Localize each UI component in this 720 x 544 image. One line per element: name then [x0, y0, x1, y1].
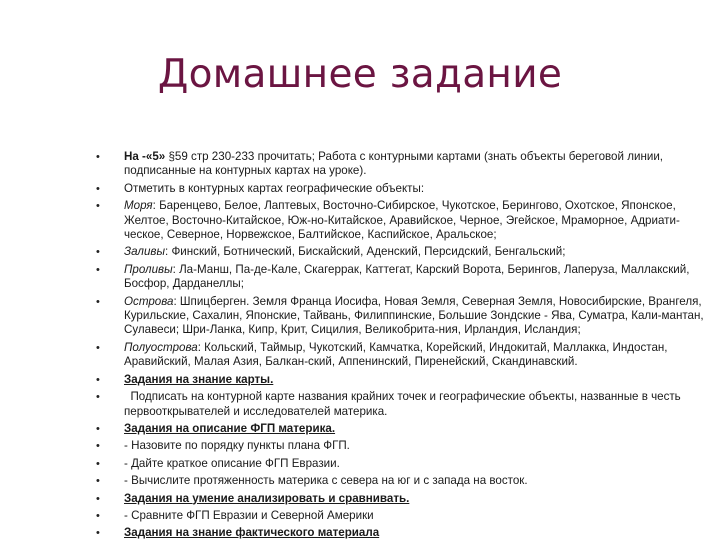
item-heading: Задания на знание карты. [124, 372, 274, 386]
list-item [96, 199, 706, 242]
item-text: - Назовите по порядку пункты плана ФГП. [124, 439, 350, 453]
list-item [96, 509, 706, 523]
item-text: : Финский, Ботнический, Бискайский, Аденский, Персидский, Бенгальский; [165, 245, 566, 259]
list-item [96, 373, 706, 387]
page-title: Домашнее задание [157, 52, 563, 97]
item-text: §59 стр 230-233 прочитать; Работа с контурными картами (знать объекты береговой линии, подписанные на контурных картах на уроке). [124, 150, 664, 178]
list-item [96, 492, 706, 506]
item-text: - Дайте краткое описание ФГП Евразии. [124, 456, 340, 470]
list-item [96, 390, 706, 419]
item-text: : Баренцево, Белое, Лаптевых, Восточно-Сибирское, Чукотское, Берингово, Охотское, Японское, Желтое, Восточно-Китайское, Юж-но-Китайское, Аравийское, Черное, Эгейское, Мраморное, Адриати-ческое, Северное, Норвежское, Балтийское, Каспийское, Аральское; [124, 199, 680, 242]
list-item [96, 474, 706, 488]
item-text: - Вычислите протяженность материка с севера на юг и с запада на восток. [124, 474, 528, 488]
list-item [96, 295, 706, 338]
item-lead: Полуострова [124, 340, 198, 354]
list-item [96, 422, 706, 436]
item-lead: На -«5» [124, 150, 169, 163]
item-heading: Задания на умение анализировать и сравнивать. [124, 491, 410, 505]
list-item [96, 341, 706, 370]
list-item [96, 439, 706, 453]
item-text: Подписать на контурной карте названия крайних точек и географические объекты, названные в честь первооткрывателей и исследователей материка. [124, 390, 684, 418]
list-item [96, 150, 706, 179]
homework-list [96, 150, 706, 544]
list-item [96, 457, 706, 471]
list-item [96, 526, 706, 540]
item-text: : Ла-Манш, Па-де-Кале, Скагеррак, Каттегат, Карский Ворота, Берингов, Лаперуза, Маллакский, Босфор, Дарданеллы; [124, 262, 690, 291]
item-text: : Кольский, Таймыр, Чукотский, Камчатка, Корейский, Индокитай, Маллакка, Индостан, Аравийский, Малая Азия, Балкан-ский, Аппенинский, Пиренейский, Скандинавский. [124, 340, 668, 369]
item-lead: Проливы [124, 262, 173, 276]
item-text: Отметить в контурных картах географические объекты: [124, 181, 425, 195]
list-item [96, 245, 706, 259]
item-lead: Острова [124, 294, 174, 308]
list-item [96, 182, 706, 196]
item-lead: Заливы [124, 245, 166, 259]
item-text: - Сравните ФГП Евразии и Северной Америки [124, 508, 374, 522]
list-item [96, 263, 706, 292]
item-heading: Задания на знание фактического материала [124, 526, 380, 540]
item-heading: Задания на описание ФГП материка. [124, 421, 336, 435]
item-text: : Шпицберген. Земля Франца Иосифа, Новая Земля, Северная Земля, Новосибирские, Врангеля, Курильские, Сахалин, Японские, Тайвань, Филиппинские, Большие Зондские - Ява, Суматра, Кали-мантан, Сулавеси; Шри-Ланка, Кипр, Крит, Сицилия, Великобрита-ния, Ирландия, Исландия; [124, 294, 704, 337]
item-lead: Моря [124, 199, 153, 213]
